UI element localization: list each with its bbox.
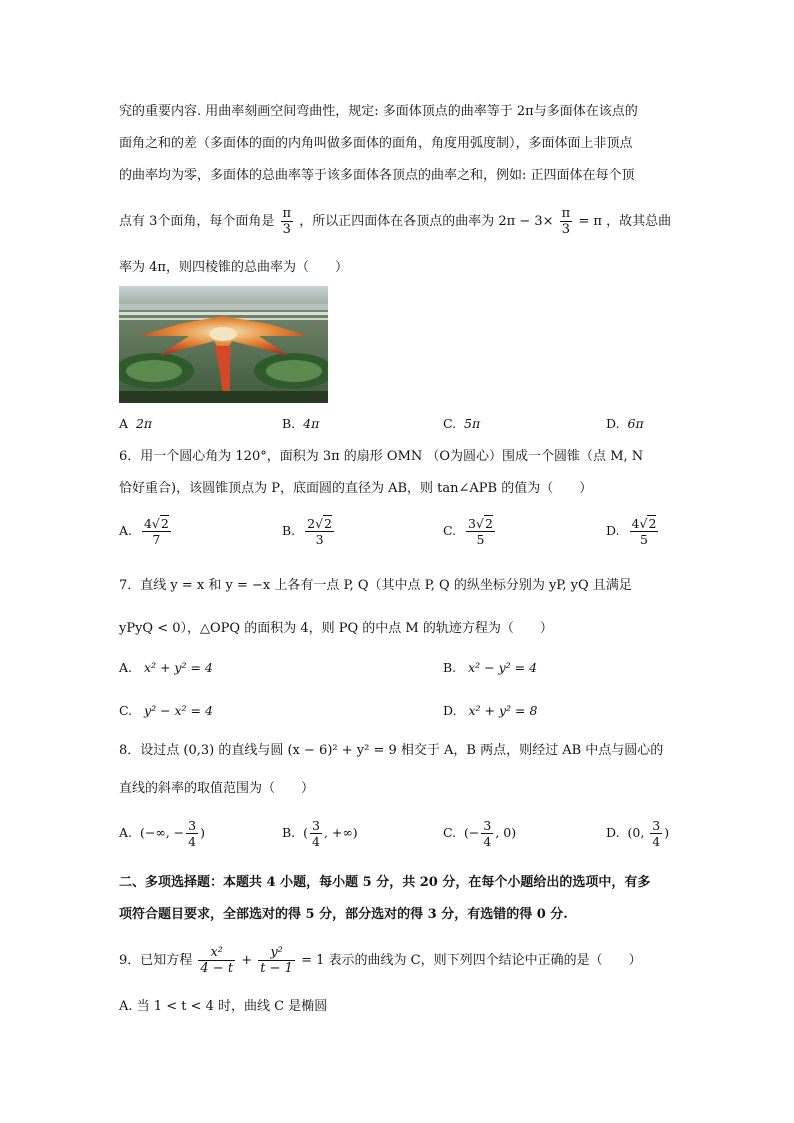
intro-line-4-d: = π	[578, 214, 602, 229]
q7-option-a: A. x² + y² = 4	[119, 660, 213, 675]
q7-option-d: D. x² + y² = 8	[443, 703, 538, 718]
q6-option-a: A. $\frac{4√2}{7}$	[119, 516, 169, 547]
q8-line-2: 直线的斜率的取值范围为（ ）	[119, 781, 315, 796]
intro-line-2: 面角之和的差（多面体的面的内角叫做多面体的面角，角度用弧度制），多面体面上非顶点	[119, 136, 633, 151]
intro-line-4-b: ，所以正四面体在各顶点的曲率为	[299, 214, 495, 229]
q9-option-a: A. 当 1 < t < 4 时，曲线 C 是椭圆	[119, 999, 328, 1014]
q8-option-c: C. (− $\frac{3}{4}$ , 0)	[443, 818, 517, 849]
pi-over-3-fraction: $\frac{\pi}{3}$	[282, 206, 292, 237]
q7-option-c: C. y² − x² = 4	[119, 703, 213, 718]
q5-option-b: B. 4π	[282, 416, 320, 431]
q8-option-d: D. (0, $\frac{3}{4}$ )	[606, 818, 670, 849]
intro-line-4	[119, 206, 671, 237]
intro-line-4-e: ，故其总曲	[606, 214, 672, 229]
q5-option-c: C. 5π	[443, 416, 481, 431]
q6-option-d: D. $\frac{4√2}{5}$	[606, 516, 657, 547]
q6-line-2: 恰好重合)，该圆锥顶点为 P，底面圆的直径为 AB，则 tan∠APB 的值为（ ）	[119, 481, 593, 496]
intro-line-4-c: 2π − 3×	[498, 214, 554, 229]
q7-line-2: yPyQ < 0），△OPQ 的面积为 4，则 PQ 的中点 M 的轨迹方程为（ ）	[119, 621, 553, 636]
q8-line-1: 8．设过点 (0,3) 的直线与圆 (x − 6)² + y² = 9 相交于 A，B 两点，则经过 AB 中点与圆心的	[119, 743, 664, 758]
section2-line-1: 二、多项选择题：本题共 4 小题，每小题 5 分，共 20 分，在每个小题给出的选项中，有多	[119, 875, 651, 890]
q9-stem: 9．已知方程 $\frac{\text{x²}}{4 - t}$ + $\frac{\text{y²}}{t - 1}$ = 1 表示的曲线为 C，则下列四个结论中正确的是（ ）	[119, 945, 642, 976]
q5-option-d: D. 6π	[606, 416, 644, 431]
intro-line-4-a: 点有 3个面角，每个面角是	[119, 214, 275, 229]
q6-option-c: C. $\frac{3√2}{5}$	[443, 516, 493, 547]
section2-line-2: 项符合题目要求，全部选对的得 5 分，部分选对的得 3 分，有选错的得 0 分.	[119, 907, 568, 922]
intro-line-5: 率为 4π，则四棱锥的总曲率为（ ）	[119, 260, 348, 275]
q5-option-a: A 2π	[119, 416, 153, 431]
intro-line-1: 究的重要内容. 用曲率刻画空间弯曲性，规定: 多面体顶点的曲率等于 2π与多面体在该点的	[119, 104, 638, 119]
q8-option-b: B. ( $\frac{3}{4}$ , +∞)	[282, 818, 358, 849]
intro-line-3: 的曲率均为零，多面体的总曲率等于该多面体各顶点的曲率之和，例如: 正四面体在每个顶	[119, 168, 635, 183]
q6-option-b: B. $\frac{2√2}{3}$	[282, 516, 332, 547]
q7-option-b: B. x² − y² = 4	[443, 660, 538, 675]
q8-option-a: A. (−∞, − $\frac{3}{4}$ )	[119, 818, 205, 849]
q6-line-1: 6．用一个圆心角为 120°，面积为 3π 的扇形 OMN （O为圆心）围成一个圆锥（点 M, N	[119, 449, 644, 464]
pi-over-3-fraction-2: $\frac{\pi}{3}$	[561, 206, 571, 237]
airport-aerial-photo	[119, 286, 328, 403]
q7-line-1: 7．直线 y = x 和 y = −x 上各有一点 P, Q（其中点 P, Q 的纵坐标分别为 yP, yQ 且满足	[119, 578, 632, 593]
